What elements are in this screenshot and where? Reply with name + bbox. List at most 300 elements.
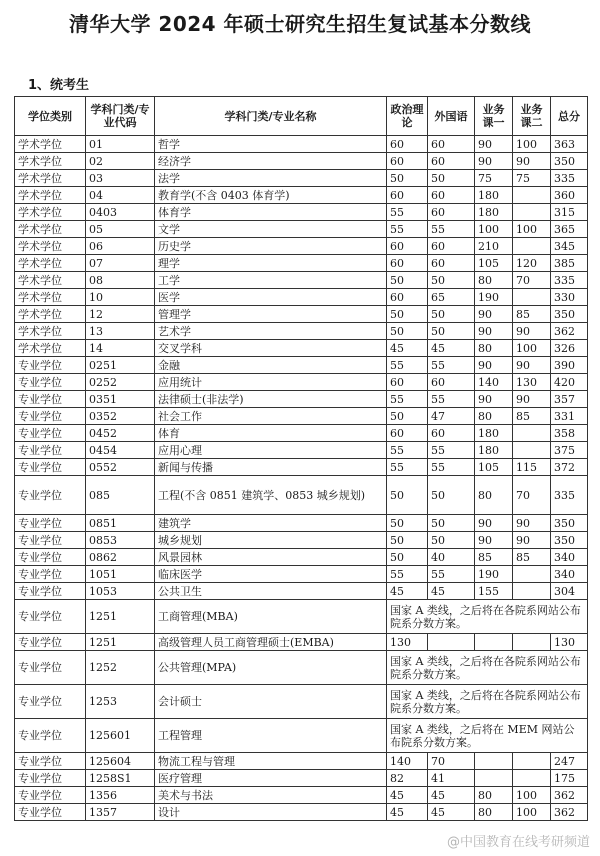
cell-total: 335 — [551, 476, 588, 515]
cell-code: 04 — [86, 187, 155, 204]
cell-subject-one: 105 — [475, 459, 513, 476]
cell-degree-type: 专业学位 — [15, 408, 86, 425]
cell-subject-two: 90 — [513, 532, 551, 549]
table-row — [15, 425, 588, 442]
cell-subject-two — [513, 770, 551, 787]
cell-total: 130 — [551, 634, 588, 651]
cell-foreign-language: 50 — [428, 532, 475, 549]
cell-politics: 50 — [387, 408, 428, 425]
cell-politics: 55 — [387, 204, 428, 221]
cell-note: 国家 A 类线，之后将在各院系网站公布院系分数方案。 — [387, 600, 588, 634]
cell-politics: 55 — [387, 459, 428, 476]
cell-foreign-language: 55 — [428, 442, 475, 459]
table-row — [15, 442, 588, 459]
cell-subject-two: 100 — [513, 804, 551, 821]
cell-subject-two: 90 — [513, 323, 551, 340]
cell-name: 工学 — [155, 272, 387, 289]
cell-code: 0552 — [86, 459, 155, 476]
table-row — [15, 719, 588, 753]
cell-degree-type: 专业学位 — [15, 770, 86, 787]
cell-foreign-language: 50 — [428, 323, 475, 340]
cell-subject-two: 85 — [513, 408, 551, 425]
cell-degree-type: 学术学位 — [15, 221, 86, 238]
cell-subject-one: 190 — [475, 566, 513, 583]
cell-code: 1357 — [86, 804, 155, 821]
cell-total: 350 — [551, 515, 588, 532]
cell-politics: 45 — [387, 804, 428, 821]
cell-degree-type: 专业学位 — [15, 787, 86, 804]
cell-degree-type: 专业学位 — [15, 515, 86, 532]
cell-politics: 60 — [387, 153, 428, 170]
cell-name: 历史学 — [155, 238, 387, 255]
cell-politics: 82 — [387, 770, 428, 787]
cell-total: 372 — [551, 459, 588, 476]
cell-degree-type: 学术学位 — [15, 340, 86, 357]
cell-degree-type: 学术学位 — [15, 170, 86, 187]
cell-code: 0851 — [86, 515, 155, 532]
cell-subject-one: 80 — [475, 340, 513, 357]
cell-subject-two: 75 — [513, 170, 551, 187]
table-row — [15, 804, 588, 821]
cell-politics: 45 — [387, 583, 428, 600]
cell-politics: 60 — [387, 238, 428, 255]
cell-foreign-language: 55 — [428, 459, 475, 476]
cell-total: 390 — [551, 357, 588, 374]
cell-foreign-language: 45 — [428, 583, 475, 600]
table-row — [15, 204, 588, 221]
cell-degree-type: 专业学位 — [15, 583, 86, 600]
cell-total: 362 — [551, 323, 588, 340]
cell-subject-two — [513, 566, 551, 583]
cell-foreign-language: 50 — [428, 272, 475, 289]
cell-subject-two: 85 — [513, 306, 551, 323]
cell-subject-one — [475, 770, 513, 787]
cell-code: 03 — [86, 170, 155, 187]
cell-subject-one: 90 — [475, 357, 513, 374]
header-total: 总分 — [551, 97, 588, 136]
cell-subject-two — [513, 442, 551, 459]
table-row — [15, 255, 588, 272]
cell-politics: 60 — [387, 136, 428, 153]
cell-name: 应用统计 — [155, 374, 387, 391]
cell-subject-one: 90 — [475, 532, 513, 549]
table-row — [15, 238, 588, 255]
cell-name: 体育学 — [155, 204, 387, 221]
score-table — [14, 96, 588, 821]
cell-foreign-language: 60 — [428, 238, 475, 255]
cell-foreign-language — [428, 634, 475, 651]
cell-name: 公共卫生 — [155, 583, 387, 600]
cell-politics: 130 — [387, 634, 428, 651]
table-row — [15, 289, 588, 306]
cell-code: 125604 — [86, 753, 155, 770]
cell-total: 304 — [551, 583, 588, 600]
cell-name: 医学 — [155, 289, 387, 306]
cell-code: 0454 — [86, 442, 155, 459]
cell-degree-type: 专业学位 — [15, 600, 86, 634]
cell-total: 357 — [551, 391, 588, 408]
cell-total: 362 — [551, 787, 588, 804]
cell-note: 国家 A 类线，之后将在各院系网站公布院系分数方案。 — [387, 651, 588, 685]
cell-code: 1251 — [86, 634, 155, 651]
cell-total: 362 — [551, 804, 588, 821]
cell-foreign-language: 45 — [428, 340, 475, 357]
cell-degree-type: 专业学位 — [15, 357, 86, 374]
cell-degree-type: 学术学位 — [15, 136, 86, 153]
cell-subject-two — [513, 238, 551, 255]
cell-total: 331 — [551, 408, 588, 425]
cell-subject-two — [513, 187, 551, 204]
cell-name: 物流工程与管理 — [155, 753, 387, 770]
cell-subject-one: 155 — [475, 583, 513, 600]
cell-name: 高级管理人员工商管理硕士(EMBA) — [155, 634, 387, 651]
cell-total: 175 — [551, 770, 588, 787]
cell-subject-one: 105 — [475, 255, 513, 272]
table-header-row — [15, 97, 588, 136]
cell-subject-two: 90 — [513, 515, 551, 532]
cell-name: 工程管理 — [155, 719, 387, 753]
cell-total: 385 — [551, 255, 588, 272]
cell-subject-one: 180 — [475, 204, 513, 221]
cell-politics: 60 — [387, 255, 428, 272]
table-body — [15, 136, 588, 821]
table-row — [15, 515, 588, 532]
cell-degree-type: 学术学位 — [15, 289, 86, 306]
table-row — [15, 787, 588, 804]
cell-code: 0862 — [86, 549, 155, 566]
cell-degree-type: 学术学位 — [15, 255, 86, 272]
cell-code: 0351 — [86, 391, 155, 408]
cell-foreign-language: 50 — [428, 476, 475, 515]
cell-subject-two: 90 — [513, 391, 551, 408]
cell-code: 1051 — [86, 566, 155, 583]
cell-total: 247 — [551, 753, 588, 770]
cell-subject-one: 80 — [475, 272, 513, 289]
cell-name: 交叉学科 — [155, 340, 387, 357]
watermark: @中国教育在线考研频道 — [446, 835, 590, 850]
cell-total: 340 — [551, 566, 588, 583]
cell-code: 06 — [86, 238, 155, 255]
cell-foreign-language: 41 — [428, 770, 475, 787]
cell-subject-one: 180 — [475, 425, 513, 442]
cell-degree-type: 专业学位 — [15, 634, 86, 651]
cell-total: 350 — [551, 532, 588, 549]
cell-code: 0452 — [86, 425, 155, 442]
cell-degree-type: 专业学位 — [15, 442, 86, 459]
cell-politics: 50 — [387, 170, 428, 187]
cell-subject-two — [513, 425, 551, 442]
cell-subject-two: 100 — [513, 787, 551, 804]
table-row — [15, 685, 588, 719]
cell-name: 应用心理 — [155, 442, 387, 459]
table-row — [15, 153, 588, 170]
cell-subject-two: 90 — [513, 153, 551, 170]
cell-total: 360 — [551, 187, 588, 204]
cell-subject-one: 80 — [475, 476, 513, 515]
table-row — [15, 651, 588, 685]
section-heading: 1、统考生 — [28, 78, 90, 93]
cell-subject-one: 90 — [475, 136, 513, 153]
cell-degree-type: 专业学位 — [15, 459, 86, 476]
cell-total: 340 — [551, 549, 588, 566]
cell-degree-type: 学术学位 — [15, 306, 86, 323]
cell-subject-one: 210 — [475, 238, 513, 255]
cell-code: 1252 — [86, 651, 155, 685]
cell-total: 315 — [551, 204, 588, 221]
cell-foreign-language: 60 — [428, 374, 475, 391]
cell-name: 法学 — [155, 170, 387, 187]
cell-total: 365 — [551, 221, 588, 238]
cell-name: 工程(不含 0851 建筑学、0853 城乡规划) — [155, 476, 387, 515]
cell-politics: 50 — [387, 323, 428, 340]
cell-name: 体育 — [155, 425, 387, 442]
cell-foreign-language: 50 — [428, 170, 475, 187]
cell-subject-one — [475, 753, 513, 770]
header-subject-two: 业务课二 — [513, 97, 551, 136]
table-row — [15, 136, 588, 153]
cell-subject-two — [513, 634, 551, 651]
header-foreign-language: 外国语 — [428, 97, 475, 136]
cell-subject-one: 90 — [475, 515, 513, 532]
cell-subject-one: 85 — [475, 549, 513, 566]
table-row — [15, 340, 588, 357]
cell-code: 1053 — [86, 583, 155, 600]
cell-name: 城乡规划 — [155, 532, 387, 549]
cell-foreign-language: 60 — [428, 255, 475, 272]
cell-code: 0853 — [86, 532, 155, 549]
table-row — [15, 549, 588, 566]
table-row — [15, 221, 588, 238]
cell-subject-two: 90 — [513, 357, 551, 374]
cell-subject-one: 90 — [475, 391, 513, 408]
table-row — [15, 634, 588, 651]
cell-name: 管理学 — [155, 306, 387, 323]
cell-subject-one: 80 — [475, 787, 513, 804]
cell-subject-two: 120 — [513, 255, 551, 272]
cell-name: 经济学 — [155, 153, 387, 170]
cell-name: 理学 — [155, 255, 387, 272]
cell-foreign-language: 60 — [428, 204, 475, 221]
cell-subject-one: 75 — [475, 170, 513, 187]
table-row — [15, 391, 588, 408]
table-row — [15, 566, 588, 583]
cell-name: 社会工作 — [155, 408, 387, 425]
cell-politics: 60 — [387, 425, 428, 442]
cell-name: 金融 — [155, 357, 387, 374]
cell-foreign-language: 55 — [428, 391, 475, 408]
cell-foreign-language: 40 — [428, 549, 475, 566]
cell-code: 085 — [86, 476, 155, 515]
cell-subject-two — [513, 289, 551, 306]
cell-degree-type: 专业学位 — [15, 391, 86, 408]
table-row — [15, 753, 588, 770]
cell-politics: 55 — [387, 566, 428, 583]
header-name: 学科门类/专业名称 — [155, 97, 387, 136]
cell-politics: 60 — [387, 289, 428, 306]
cell-politics: 50 — [387, 306, 428, 323]
cell-degree-type: 学术学位 — [15, 153, 86, 170]
cell-degree-type: 专业学位 — [15, 804, 86, 821]
cell-politics: 55 — [387, 221, 428, 238]
cell-politics: 60 — [387, 374, 428, 391]
cell-subject-one: 100 — [475, 221, 513, 238]
cell-name: 公共管理(MPA) — [155, 651, 387, 685]
cell-name: 会计硕士 — [155, 685, 387, 719]
header-politics: 政治理论 — [387, 97, 428, 136]
cell-code: 1251 — [86, 600, 155, 634]
cell-foreign-language: 60 — [428, 136, 475, 153]
cell-total: 326 — [551, 340, 588, 357]
cell-total: 358 — [551, 425, 588, 442]
cell-code: 1253 — [86, 685, 155, 719]
cell-foreign-language: 65 — [428, 289, 475, 306]
cell-total: 363 — [551, 136, 588, 153]
cell-degree-type: 学术学位 — [15, 187, 86, 204]
cell-foreign-language: 55 — [428, 221, 475, 238]
cell-name: 新闻与传播 — [155, 459, 387, 476]
cell-subject-one: 180 — [475, 442, 513, 459]
cell-politics: 50 — [387, 532, 428, 549]
cell-foreign-language: 60 — [428, 425, 475, 442]
cell-name: 设计 — [155, 804, 387, 821]
table-row — [15, 306, 588, 323]
cell-degree-type: 专业学位 — [15, 425, 86, 442]
cell-code: 05 — [86, 221, 155, 238]
cell-degree-type: 专业学位 — [15, 476, 86, 515]
table-row — [15, 459, 588, 476]
cell-politics: 50 — [387, 476, 428, 515]
cell-foreign-language: 45 — [428, 804, 475, 821]
cell-code: 07 — [86, 255, 155, 272]
cell-name: 教育学(不含 0403 体育学) — [155, 187, 387, 204]
cell-name: 美术与书法 — [155, 787, 387, 804]
table-row — [15, 532, 588, 549]
cell-code: 01 — [86, 136, 155, 153]
cell-code: 1356 — [86, 787, 155, 804]
table-row — [15, 770, 588, 787]
table-row — [15, 374, 588, 391]
cell-name: 医疗管理 — [155, 770, 387, 787]
cell-foreign-language: 70 — [428, 753, 475, 770]
cell-total: 375 — [551, 442, 588, 459]
cell-code: 02 — [86, 153, 155, 170]
cell-subject-two — [513, 583, 551, 600]
cell-subject-one: 90 — [475, 153, 513, 170]
cell-degree-type: 学术学位 — [15, 272, 86, 289]
table-row — [15, 323, 588, 340]
cell-subject-two: 130 — [513, 374, 551, 391]
cell-total: 350 — [551, 153, 588, 170]
cell-name: 临床医学 — [155, 566, 387, 583]
cell-degree-type: 专业学位 — [15, 753, 86, 770]
table-row — [15, 600, 588, 634]
cell-subject-two — [513, 753, 551, 770]
cell-total: 345 — [551, 238, 588, 255]
table-row — [15, 408, 588, 425]
cell-politics: 55 — [387, 391, 428, 408]
cell-name: 工商管理(MBA) — [155, 600, 387, 634]
cell-total: 335 — [551, 272, 588, 289]
cell-name: 建筑学 — [155, 515, 387, 532]
cell-politics: 50 — [387, 272, 428, 289]
cell-code: 13 — [86, 323, 155, 340]
cell-subject-one: 90 — [475, 306, 513, 323]
cell-subject-two: 85 — [513, 549, 551, 566]
cell-foreign-language: 50 — [428, 515, 475, 532]
cell-subject-one: 140 — [475, 374, 513, 391]
cell-name: 风景园林 — [155, 549, 387, 566]
table-row — [15, 357, 588, 374]
cell-name: 艺术学 — [155, 323, 387, 340]
cell-subject-one: 80 — [475, 408, 513, 425]
cell-degree-type: 专业学位 — [15, 566, 86, 583]
cell-degree-type: 专业学位 — [15, 374, 86, 391]
cell-foreign-language: 45 — [428, 787, 475, 804]
cell-code: 12 — [86, 306, 155, 323]
table-row — [15, 583, 588, 600]
cell-subject-two: 100 — [513, 221, 551, 238]
cell-total: 420 — [551, 374, 588, 391]
cell-politics: 55 — [387, 442, 428, 459]
cell-code: 10 — [86, 289, 155, 306]
cell-degree-type: 专业学位 — [15, 685, 86, 719]
header-subject-one: 业务课一 — [475, 97, 513, 136]
cell-code: 0403 — [86, 204, 155, 221]
cell-politics: 50 — [387, 549, 428, 566]
cell-politics: 45 — [387, 340, 428, 357]
cell-subject-one: 180 — [475, 187, 513, 204]
cell-subject-one: 90 — [475, 323, 513, 340]
cell-subject-one — [475, 634, 513, 651]
cell-code: 0352 — [86, 408, 155, 425]
cell-degree-type: 专业学位 — [15, 549, 86, 566]
cell-subject-two: 100 — [513, 340, 551, 357]
cell-degree-type: 学术学位 — [15, 238, 86, 255]
cell-politics: 140 — [387, 753, 428, 770]
cell-foreign-language: 60 — [428, 187, 475, 204]
header-degree-type: 学位类别 — [15, 97, 86, 136]
cell-note: 国家 A 类线，之后将在 MEM 网站公布院系分数方案。 — [387, 719, 588, 753]
cell-code: 1258S1 — [86, 770, 155, 787]
cell-politics: 60 — [387, 187, 428, 204]
table-row — [15, 272, 588, 289]
cell-foreign-language: 47 — [428, 408, 475, 425]
cell-degree-type: 学术学位 — [15, 204, 86, 221]
cell-code: 0251 — [86, 357, 155, 374]
cell-code: 08 — [86, 272, 155, 289]
cell-subject-two: 70 — [513, 272, 551, 289]
cell-degree-type: 专业学位 — [15, 719, 86, 753]
cell-name: 哲学 — [155, 136, 387, 153]
table-row — [15, 187, 588, 204]
cell-code: 125601 — [86, 719, 155, 753]
cell-foreign-language: 50 — [428, 306, 475, 323]
cell-note: 国家 A 类线，之后将在各院系网站公布院系分数方案。 — [387, 685, 588, 719]
cell-foreign-language: 60 — [428, 153, 475, 170]
cell-subject-one: 80 — [475, 804, 513, 821]
cell-subject-two: 100 — [513, 136, 551, 153]
cell-total: 330 — [551, 289, 588, 306]
table-row — [15, 170, 588, 187]
cell-foreign-language: 55 — [428, 566, 475, 583]
cell-subject-two: 115 — [513, 459, 551, 476]
cell-degree-type: 专业学位 — [15, 651, 86, 685]
cell-subject-two — [513, 204, 551, 221]
cell-degree-type: 专业学位 — [15, 532, 86, 549]
cell-name: 文学 — [155, 221, 387, 238]
page-title: 清华大学 2024 年硕士研究生招生复试基本分数线 — [68, 12, 532, 36]
table-row — [15, 476, 588, 515]
